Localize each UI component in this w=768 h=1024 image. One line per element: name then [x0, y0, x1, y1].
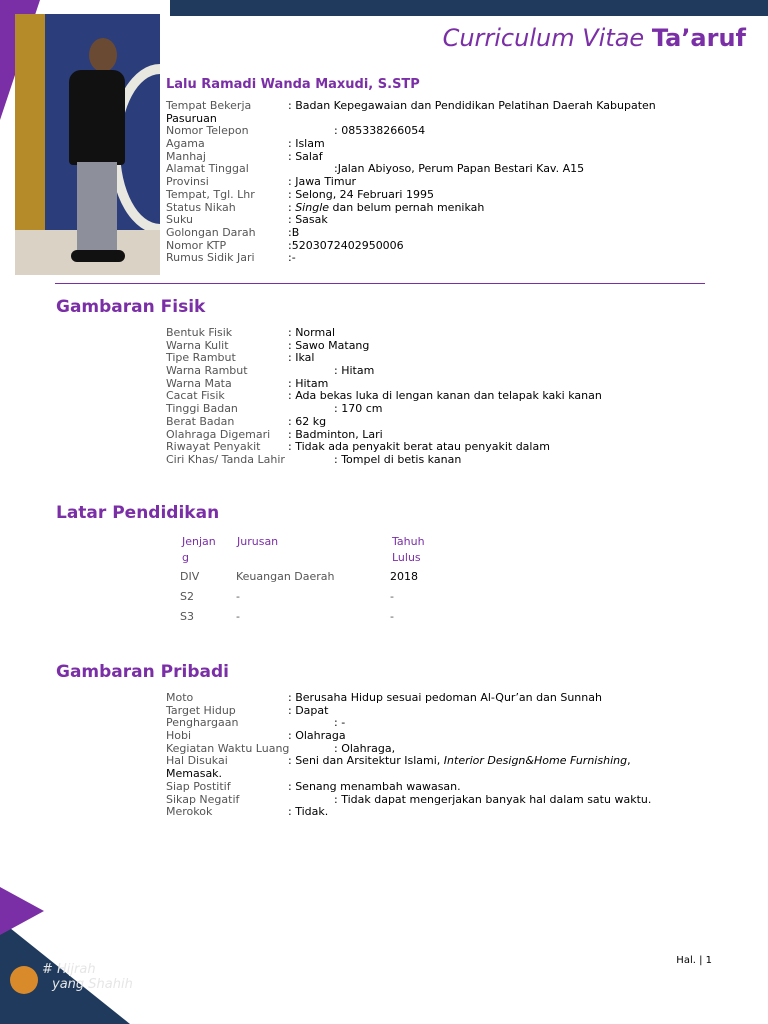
info-value: : Olahraga — [288, 729, 346, 743]
info-label: Warna Rambut — [166, 364, 248, 378]
info-label: Suku — [166, 213, 193, 227]
info-value: : Tidak. — [288, 805, 329, 819]
personality-info-list — [166, 692, 706, 819]
profile-photo — [15, 14, 160, 275]
info-value: : Badminton, Lari — [288, 427, 383, 441]
info-row — [166, 441, 706, 454]
info-label: Hal Disukai — [166, 754, 228, 768]
info-row — [166, 717, 706, 730]
section-title-pendidikan: Latar Pendidikan — [56, 503, 220, 523]
page-title: Curriculum Vitae Ta’aruf — [442, 24, 746, 52]
section-title-fisik: Gambaran Fisik — [56, 297, 206, 317]
info-row — [166, 416, 706, 429]
info-row — [166, 100, 706, 113]
section-divider — [55, 283, 705, 284]
info-label: Tempat Bekerja — [166, 99, 252, 112]
info-row — [166, 390, 706, 403]
info-value: : Hitam — [288, 376, 329, 390]
physical-info-list — [166, 327, 706, 467]
info-label: Sikap Negatif — [166, 792, 240, 806]
info-value: : Tompel di betis kanan — [334, 452, 462, 466]
col-header-jenjang: Jenjan — [182, 535, 216, 548]
logo-icon — [10, 966, 38, 994]
edu-cell-jurusan: - — [236, 610, 240, 623]
info-value: : Sasak — [288, 213, 328, 227]
info-value: : Selong, 24 Februari 1995 — [288, 187, 434, 201]
info-label: Warna Mata — [166, 376, 232, 390]
info-row — [166, 327, 706, 340]
info-row — [166, 214, 706, 227]
info-label: Rumus Sidik Jari — [166, 251, 255, 265]
col-header-tahun-wrap: Lulus — [392, 551, 421, 564]
info-label: Cacat Fisik — [166, 389, 225, 403]
edu-cell-jenjang: DIV — [180, 570, 200, 583]
edu-cell-jenjang: S3 — [180, 610, 194, 623]
page-number: Hal. | 1 — [676, 955, 712, 966]
info-value: : Islam — [288, 137, 325, 151]
info-label: Alamat Tinggal — [166, 162, 249, 176]
info-value: : Sawo Matang — [288, 338, 370, 352]
info-label: Nomor Telepon — [166, 124, 249, 138]
edu-cell-tahun: - — [390, 590, 394, 603]
info-label: Penghargaan — [166, 716, 239, 730]
info-row — [166, 138, 706, 151]
info-value: : Ikal — [288, 351, 315, 365]
info-value: :Jalan Abiyoso, Perum Papan Bestari Kav. A15 — [334, 162, 585, 176]
info-row — [166, 730, 706, 743]
info-value-continued: Pasuruan — [166, 111, 217, 125]
info-value: : Seni dan Arsitektur Islami, Interior Design&Home Furnishing, — [288, 754, 631, 768]
info-row — [166, 176, 706, 189]
info-label: Nomor KTP — [166, 238, 227, 252]
info-label: Tempat, Tgl. Lhr — [166, 187, 255, 201]
info-label: Ciri Khas/ Tanda Lahir — [166, 452, 285, 466]
info-row — [166, 125, 706, 138]
info-label: Riwayat Penyakit — [166, 440, 261, 454]
info-label: Moto — [166, 691, 194, 704]
logo-text: # Hijrah yang Shahih — [42, 962, 133, 992]
col-header-tahun: Tahuh — [392, 535, 425, 548]
info-label: Manhaj — [166, 149, 206, 163]
top-decor-bar — [170, 0, 768, 16]
info-label: Tinggi Badan — [166, 402, 238, 416]
candidate-name: Lalu Ramadi Wanda Maxudi, S.STP — [166, 77, 420, 92]
col-header-jurusan: Jurusan — [237, 535, 279, 548]
personal-info-list — [166, 100, 706, 265]
info-row — [166, 454, 706, 467]
info-row — [166, 227, 706, 240]
info-value: : Single dan belum pernah menikah — [288, 200, 485, 214]
info-value: : Ada bekas luka di lengan kanan dan telapak kaki kanan — [288, 389, 602, 403]
info-value: : Tidak ada penyakit berat atau penyakit dalam — [288, 440, 550, 454]
info-value: : Berusaha Hidup sesuai pedoman Al-Qur’an dan Sunnah — [288, 691, 602, 704]
info-value: :5203072402950006 — [288, 238, 404, 252]
info-label: Hobi — [166, 729, 192, 743]
col-header-jenjang-wrap: g — [182, 551, 189, 564]
info-value: :- — [288, 251, 296, 265]
info-value-continued: Memasak. — [166, 767, 223, 781]
edu-cell-tahun: 2018 — [390, 570, 418, 583]
info-row — [166, 781, 706, 794]
edu-cell-jenjang: S2 — [180, 590, 194, 603]
info-value: : 085338266054 — [334, 124, 426, 138]
info-value: : 170 cm — [334, 402, 383, 416]
info-value: : - — [334, 716, 346, 730]
info-row — [166, 692, 706, 705]
info-value: : Senang menambah wawasan. — [288, 779, 461, 793]
info-row — [166, 705, 706, 718]
info-label: Provinsi — [166, 175, 209, 189]
info-row — [166, 403, 706, 416]
info-row — [166, 252, 706, 265]
info-value: : Hitam — [334, 364, 375, 378]
info-row — [166, 806, 706, 819]
info-value: : Olahraga, — [334, 741, 396, 755]
info-label: Berat Badan — [166, 414, 235, 428]
info-value: : Tidak dapat mengerjakan banyak hal dalam satu waktu. — [334, 792, 652, 806]
info-label: Tipe Rambut — [166, 351, 236, 365]
info-value: : Dapat — [288, 703, 329, 717]
info-value: : Badan Kepegawaian dan Pendidikan Pelatihan Daerah Kabupaten — [288, 99, 656, 112]
info-label: Kegiatan Waktu Luang — [166, 741, 290, 755]
info-label: Merokok — [166, 805, 213, 819]
bottom-purple-triangle — [0, 887, 44, 935]
info-label: Golongan Darah — [166, 225, 256, 239]
info-row — [166, 755, 706, 768]
info-value: : Salaf — [288, 149, 323, 163]
info-row — [166, 163, 706, 176]
info-label: Target Hidup — [166, 703, 236, 717]
edu-cell-jurusan: - — [236, 590, 240, 603]
info-value: :B — [288, 225, 300, 239]
info-label: Warna Kulit — [166, 338, 229, 352]
section-title-pribadi: Gambaran Pribadi — [56, 662, 229, 682]
edu-cell-tahun: - — [390, 610, 394, 623]
info-label: Agama — [166, 137, 205, 151]
info-row — [166, 794, 706, 807]
info-label: Olahraga Digemari — [166, 427, 271, 441]
info-label: Bentuk Fisik — [166, 326, 233, 339]
info-label: Siap Postitif — [166, 779, 231, 793]
info-row — [166, 340, 706, 353]
edu-cell-jurusan: Keuangan Daerah — [236, 570, 335, 583]
info-value: : 62 kg — [288, 414, 327, 428]
info-row — [166, 202, 706, 215]
info-row — [166, 365, 706, 378]
info-value: : Normal — [288, 326, 336, 339]
info-label: Status Nikah — [166, 200, 236, 214]
info-value: : Jawa Timur — [288, 175, 357, 189]
